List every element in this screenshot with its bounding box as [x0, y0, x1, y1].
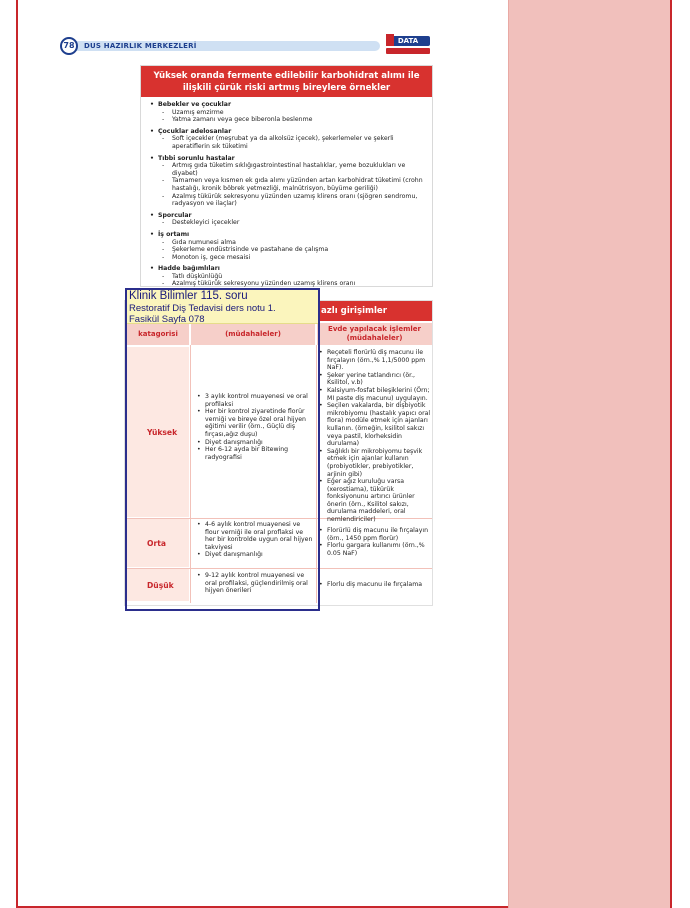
clinic-item: • Her bir kontrol ziyaretinde florür verniği ve bireye özel oral hijyen eğitimi verilir (örn., Güçlü diş fırçası,ağız duşu) [197, 408, 313, 438]
risk-examples-list [141, 97, 432, 288]
annotation-frame[interactable] [125, 288, 320, 611]
risk-item: - Uzamış emzirme [150, 109, 426, 117]
risk-group [150, 155, 426, 208]
risk-group [150, 128, 426, 151]
risk-group-heading: • Tıbbi sorunlu hastalar [150, 155, 426, 163]
risk-group [150, 101, 426, 124]
header-title: DUS HAZIRLIK MERKEZLERİ [84, 42, 197, 50]
clinic-item: • 3 aylık kontrol muayenesi ve oral profilaksi [197, 393, 313, 408]
row-label-high: Yüksek [127, 347, 189, 517]
row-label-low: Düşük [127, 569, 189, 601]
risk-item: - Şekerleme endüstrisinde ve pastahane de çalışma [150, 246, 426, 254]
clinic-item: • 9-12 aylık kontrol muayenesi ve oral profilaksi, güçlendirilmiş oral hijyen önerileri [197, 572, 313, 595]
note-line: Klinik Bilimler 115. soru [129, 290, 248, 302]
home-item: • Reçeteli florürlü diş macunu ile fırçalayın (örn.,% 1,1/5000 ppm NaF). [319, 349, 432, 372]
risk-item: - Azalmış tükürük sekresyonu yüzünden uzamış klirens oranı (sjögren sendromu, radyasyon ve ilaçlar) [150, 193, 426, 208]
risk-item: - Monoton iş, gece mesaisi [150, 254, 426, 262]
home-item: • Florlu gargara kullanımı (örn.,% 0.05 NaF) [319, 542, 432, 557]
col-header-clinic: (müdahaleler) [191, 323, 315, 345]
risk-group [150, 265, 426, 288]
row-label-medium: Orta [127, 519, 189, 567]
risk-item: - Destekleyici içecekler [150, 219, 426, 227]
page-number: 78 [60, 37, 78, 55]
home-cell-high [319, 349, 432, 524]
side-panel [508, 0, 672, 908]
home-item: • Eğer ağız kuruluğu varsa (xerostiama), tükürük fonksiyonunu artırıcı ürünler önerin (örn., Ksilitol sakızı, durulama maddeleri, oral nemlendiriciler) [319, 478, 432, 524]
risk-group-heading: • Sporcular [150, 212, 426, 220]
risk-group-heading: • Bebekler ve çocuklar [150, 101, 426, 109]
home-item: • Kalsiyum-fosfat bileşiklerini (Örn; MI paste diş macunu) uygulayın. [319, 387, 432, 402]
risk-item: - Gıda numunesi alma [150, 239, 426, 247]
risk-examples-title: Yüksek oranda fermente edilebilir karbohidrat alımı ile ilişkili çürük riski artmış bireylere örnekler [141, 66, 432, 97]
home-cell-low [319, 581, 432, 589]
home-item: • Florürlü diş macunu ile fırçalayın (örn., 1450 ppm florür) [319, 527, 432, 542]
col-header-category: katagorisi [127, 323, 189, 345]
logo-underline [386, 48, 430, 54]
home-item: • Şeker yerine tatlandırıcı (ör., Ksilitol, v.b) [319, 372, 432, 387]
clinic-item: • 4-6 aylık kontrol muayenesi ve flour verniği ile oral proflaksi ve her bir kontrolde uygun oral hijyen takviyesi [197, 521, 313, 551]
brand-logo [384, 34, 432, 56]
risk-group-heading: • İş ortamı [150, 231, 426, 239]
logo-text: DATA [386, 36, 430, 46]
intervention-table-title: azlı girişimler [125, 301, 432, 321]
home-item: • Florlu diş macunu ile fırçalama [319, 581, 432, 589]
risk-item: - Azalmış tükürük sekresyonu yüzünden uzamış klirens oranı [150, 280, 426, 288]
risk-item: - Artmış gıda tüketim sıklığıgastrointestinal hastalıklar, yeme bozuklukları ve diyabet) [150, 162, 426, 177]
home-item: • Sağlıklı bir mikrobiyomu teşvik etmek için ajanlar kullanın (probiyotikler, prebiyotikler, arjinin gibi) [319, 448, 432, 478]
risk-item: - Tatlı düşkünlüğü [150, 273, 426, 281]
risk-item: - Tamamen veya kısmen ek gıda alımı yüzünden artan karbohidrat tüketimi (crohn hastalığı, kronik böbrek yetmezliği, malnütrisyon, büyüme geriliği) [150, 177, 426, 192]
home-item: • Seçilen vakalarda, bir dişbiyotik mikrobiyomu (hastalık yapıcı oral flora) modüle etmek için ajanları kullanın. (örneğin, ksilitol sakızı veya pastil, klorheksidin durulama) [319, 402, 432, 448]
home-cell-medium [319, 527, 432, 557]
clinic-item: • Diyet danışmanlığı [197, 551, 313, 559]
clinic-item: • Her 6-12 ayda bir Bitewing radyografisi [197, 446, 313, 461]
clinic-item: • Diyet danışmanlığı [197, 439, 313, 447]
risk-group-heading: • Çocuklar adelosanlar [150, 128, 426, 136]
risk-group-heading: • Hadde bağımlıları [150, 265, 426, 273]
risk-group [150, 212, 426, 227]
risk-item: - Yatma zamanı veya gece biberonla beslenme [150, 116, 426, 124]
risk-examples-box [140, 65, 433, 287]
note-line: Fasikül Sayfa 078 [129, 314, 205, 325]
col-header-home: Evde yapılacak işlemler (müdahaleler) [317, 323, 432, 345]
logo-mark [386, 34, 394, 46]
note-line: Restoratif Diş Tedavisi ders notu 1. [129, 303, 276, 314]
risk-item: - Soft içecekler (meşrubat ya da alkolsüz içecek), şekerlemeler ve şekerli aperatiflerin sık tüketimi [150, 135, 426, 150]
risk-group [150, 231, 426, 261]
